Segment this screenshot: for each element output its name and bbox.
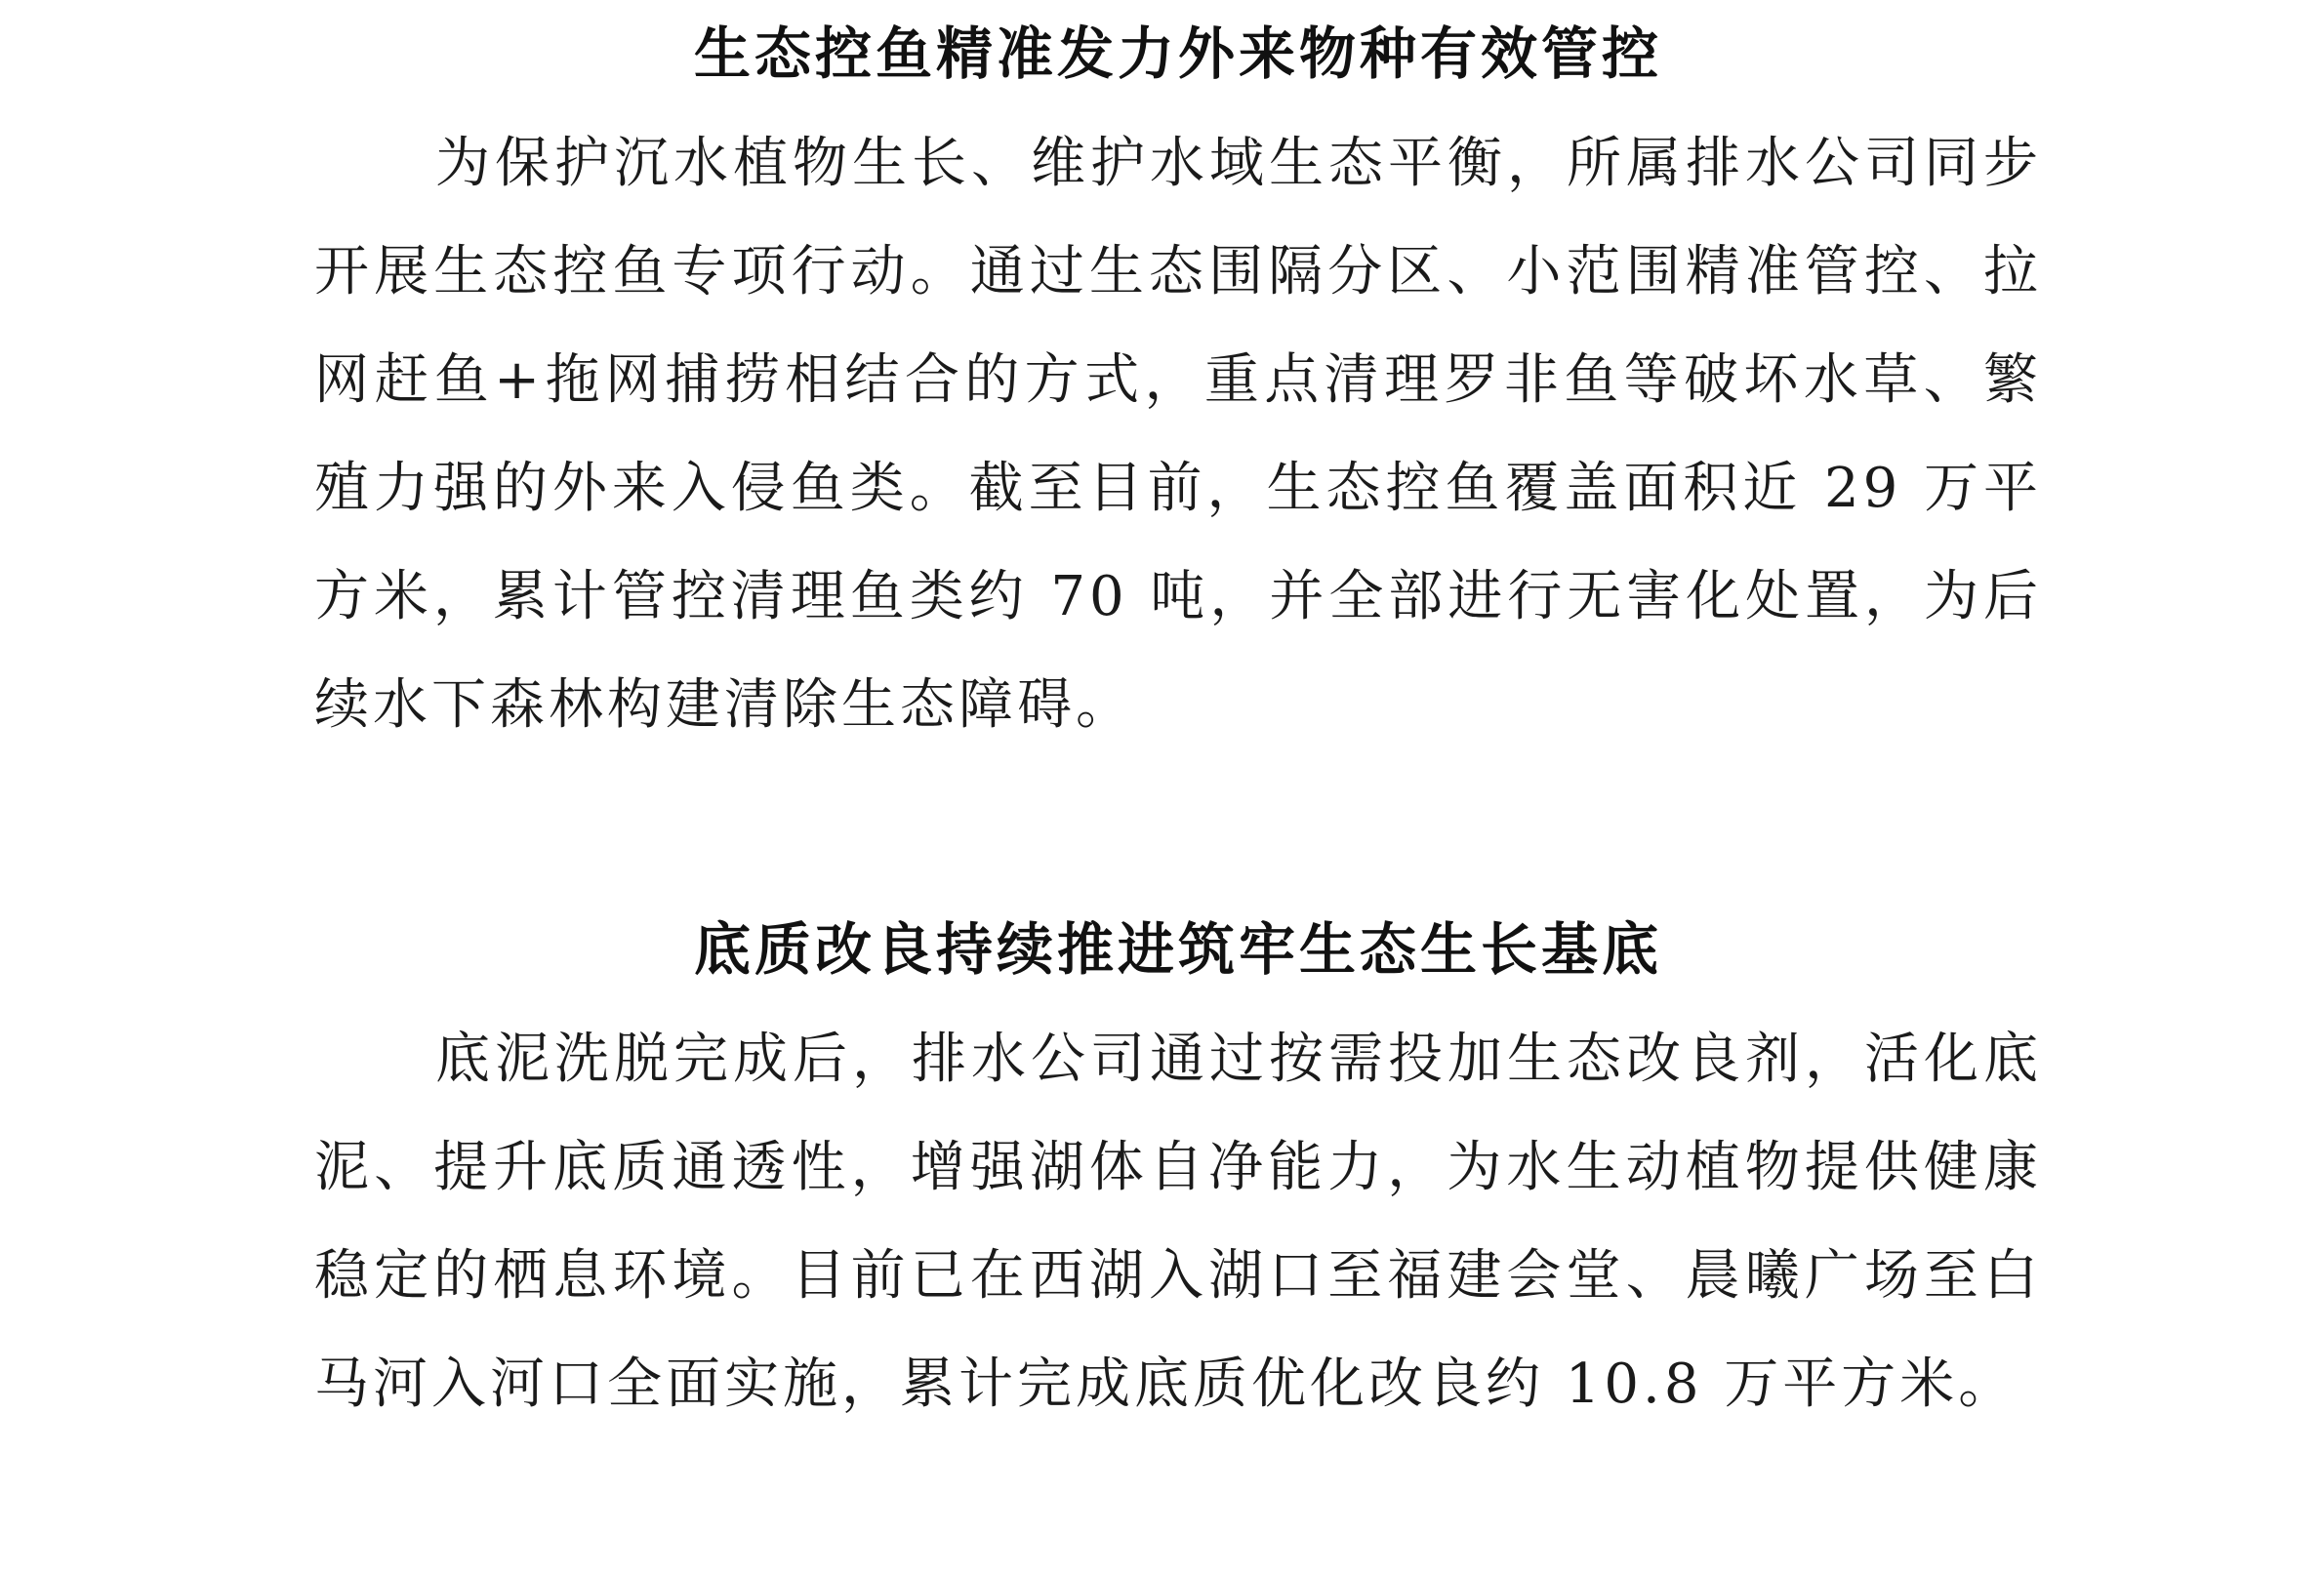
section-substrate-improvement [314,908,2042,1438]
section-heading: 底质改良持续推进筑牢生态生长基底 [693,916,1662,983]
section-heading: 生态控鱼精准发力外来物种有效管控 [693,20,1662,87]
section-paragraph: 底泥洗脱完成后，排水公司通过按需投加生态改良剂，活化底泥、提升底质通透性，增强湖体自净能力，为水生动植物提供健康稳定的栖息环境。目前已在西湖入湖口至福建会堂、晨曦广场至白马河入河口全面实施，累计完成底质优化改良约 10.8 万平方米。 [314,1028,2042,1416]
section-paragraph: 为保护沉水植物生长、维护水域生态平衡，所属排水公司同步开展生态控鱼专项行动。通过生态围隔分区、小范围精准管控、拉网赶鱼+拖网捕捞相结合的方式，重点清理罗非鱼等破坏水草、繁殖力强的外来入侵鱼类。截至目前，生态控鱼覆盖面积近 29 万平方米，累计管控清理鱼类约 70 吨，并全部进行无害化处置，为后续水下森林构建清除生态障碍。 [314,132,2042,737]
section-ecological-fish-control [314,12,2042,759]
